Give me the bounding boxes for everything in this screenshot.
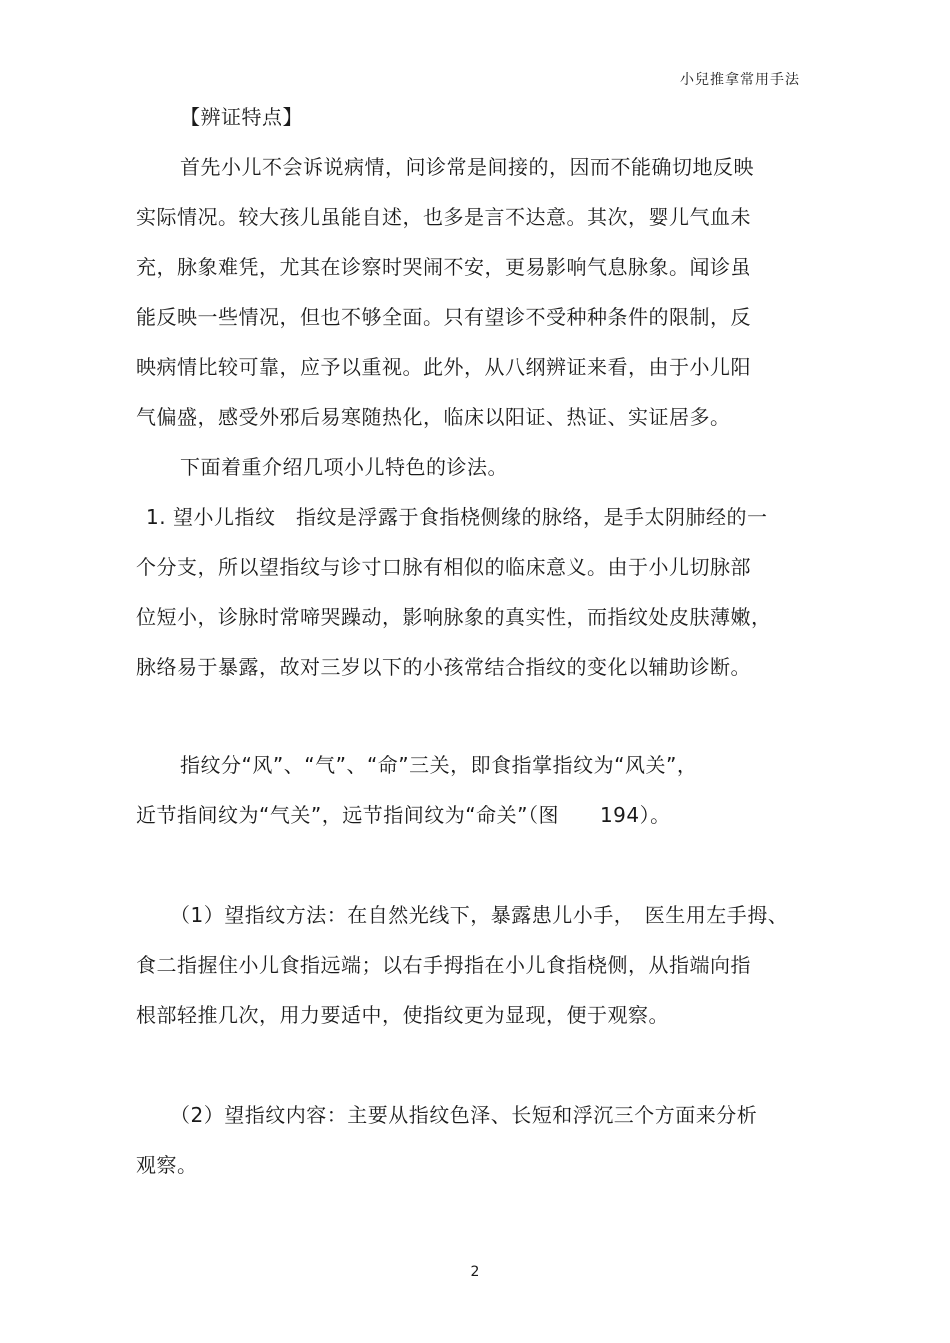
paragraph-line: 脉络易于暴露，故对三岁以下的小孩常结合指纹的变化以辅助诊断。: [136, 655, 751, 679]
paragraph-line: 个分支，所以望指纹与诊寸口脉有相似的临床意义。由于小儿切脉部: [136, 555, 751, 579]
paragraph-line: 能反映一些情况，但也不够全面。只有望诊不受种种条件的限制，反: [136, 305, 751, 329]
paragraph-line: 下面着重介绍几项小儿特色的诊法。: [180, 455, 508, 479]
paragraph-line: 气偏盛，感受外邪后易寒随热化，临床以阳证、热证、实证居多。: [136, 405, 731, 429]
paragraph-line: 充，脉象难凭，尤其在诊察时哭闹不安，更易影响气息脉象。闻诊虽: [136, 255, 751, 279]
page-number: 2: [470, 1264, 480, 1280]
paragraph-line: 指纹分“风”、“气”、“命”三关，即食指掌指纹为“风关”，: [180, 753, 698, 777]
paragraph-line: 位短小，诊脉时常啼哭躁动，影响脉象的真实性，而指纹处皮肤薄嫩，: [136, 605, 772, 629]
paragraph-line: 映病情比较可靠，应予以重视。此外，从八纲辨证来看，由于小儿阳: [136, 355, 751, 379]
paragraph-line: （1）望指纹方法：在自然光线下，暴露患儿小手， 医生用左手拇、: [170, 903, 789, 927]
running-header: 小兒推拿常用手法: [680, 72, 800, 88]
section-heading: 【辨证特点】: [180, 105, 303, 129]
paragraph-line: 根部轻推几次，用力要适中，使指纹更为显现，便于观察。: [136, 1003, 669, 1027]
paragraph-line: 首先小儿不会诉说病情，问诊常是间接的，因而不能确切地反映: [180, 155, 754, 179]
paragraph-line: 近节指间纹为“气关”，远节指间纹为“命关”（图 194）。: [136, 803, 671, 827]
paragraph-line: （2）望指纹内容：主要从指纹色泽、长短和浮沉三个方面来分析: [170, 1103, 758, 1127]
paragraph-line: 食二指握住小儿食指远端；以右手拇指在小儿食指桡侧，从指端向指: [136, 953, 751, 977]
paragraph-line: 观察。: [136, 1153, 198, 1177]
paragraph-line: 实际情况。较大孩儿虽能自述，也多是言不达意。其次，婴儿气血未: [136, 205, 751, 229]
paragraph-line: 1. 望小儿指纹 指纹是浮露于食指桡侧缘的脉络，是手太阴肺经的一: [146, 505, 768, 529]
